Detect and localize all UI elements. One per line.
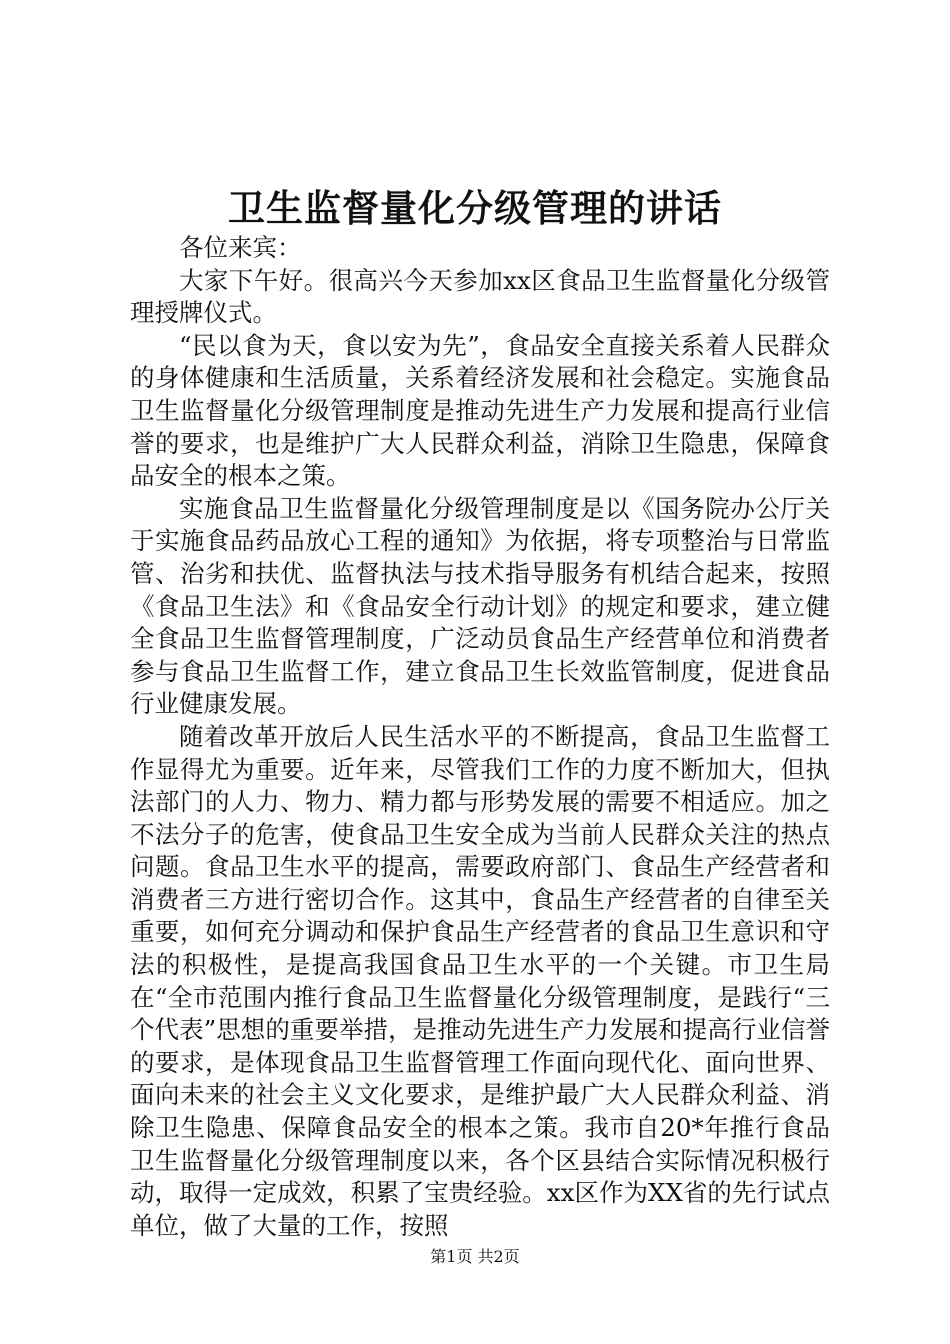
document-body: [130, 232, 830, 1242]
paragraph-basis: 实施食品卫生监督量化分级管理制度是以《国务院办公厅关于实施食品药品放心工程的通知》为依据，将专项整治与日常监管、治劣和扶优、监督执法与技术指导服务有机结合起来，按照《食品卫生法》和《食品安全行动计划》的规定和要求，建立健全食品卫生监督管理制度，广泛动员食品生产经营单位和消费者参与食品卫生监督工作，建立食品卫生长效监管制度，促进食品行业健康发展。: [130, 493, 830, 719]
paragraph-progress: 随着改革开放后人民生活水平的不断提高，食品卫生监督工作显得尤为重要。近年来，尽管我们工作的力度不断加大，但执法部门的人力、物力、精力都与形势发展的需要不相适应。加之不法分子的危害，使食品卫生安全成为当前人民群众关注的热点问题。食品卫生水平的提高，需要政府部门、食品生产经营者和消费者三方进行密切合作。这其中，食品生产经营者的自律至关重要，如何充分调动和保护食品生产经营者的食品卫生意识和守法的积极性，是提高我国食品卫生水平的一个关键。市卫生局在“全市范围内推行食品卫生监督量化分级管理制度，是践行“三个代表”思想的重要举措，是推动先进生产力发展和提高行业信誉的要求，是体现食品卫生监督管理工作面向现代化、面向世界、面向未来的社会主义文化要求，是维护最广大人民群众利益、消除卫生隐患、保障食品安全的根本之策。我市自20*年推行食品卫生监督量化分级管理制度以来，各个区县结合实际情况积极行动，取得一定成效，积累了宝贵经验。xx区作为XX省的先行试点单位，做了大量的工作，按照: [130, 721, 830, 1240]
document-title: 卫生监督量化分级管理的讲话: [228, 186, 722, 230]
salutation: 各位来宾：: [179, 233, 302, 262]
page-number-footer: 第1页 共2页: [430, 1247, 520, 1266]
paragraph-food-safety: “民以食为天，食以安为先”，食品安全直接关系着人民群众的身体健康和生活质量，关系着经济发展和社会稳定。实施食品卫生监督量化分级管理制度是推动先进生产力发展和提高行业信誉的要求，也是维护广大人民群众利益，消除卫生隐患，保障食品安全的根本之策。: [130, 330, 830, 491]
paragraph-greeting: 大家下午好。很高兴今天参加xx区食品卫生监督量化分级管理授牌仪式。: [130, 265, 830, 328]
